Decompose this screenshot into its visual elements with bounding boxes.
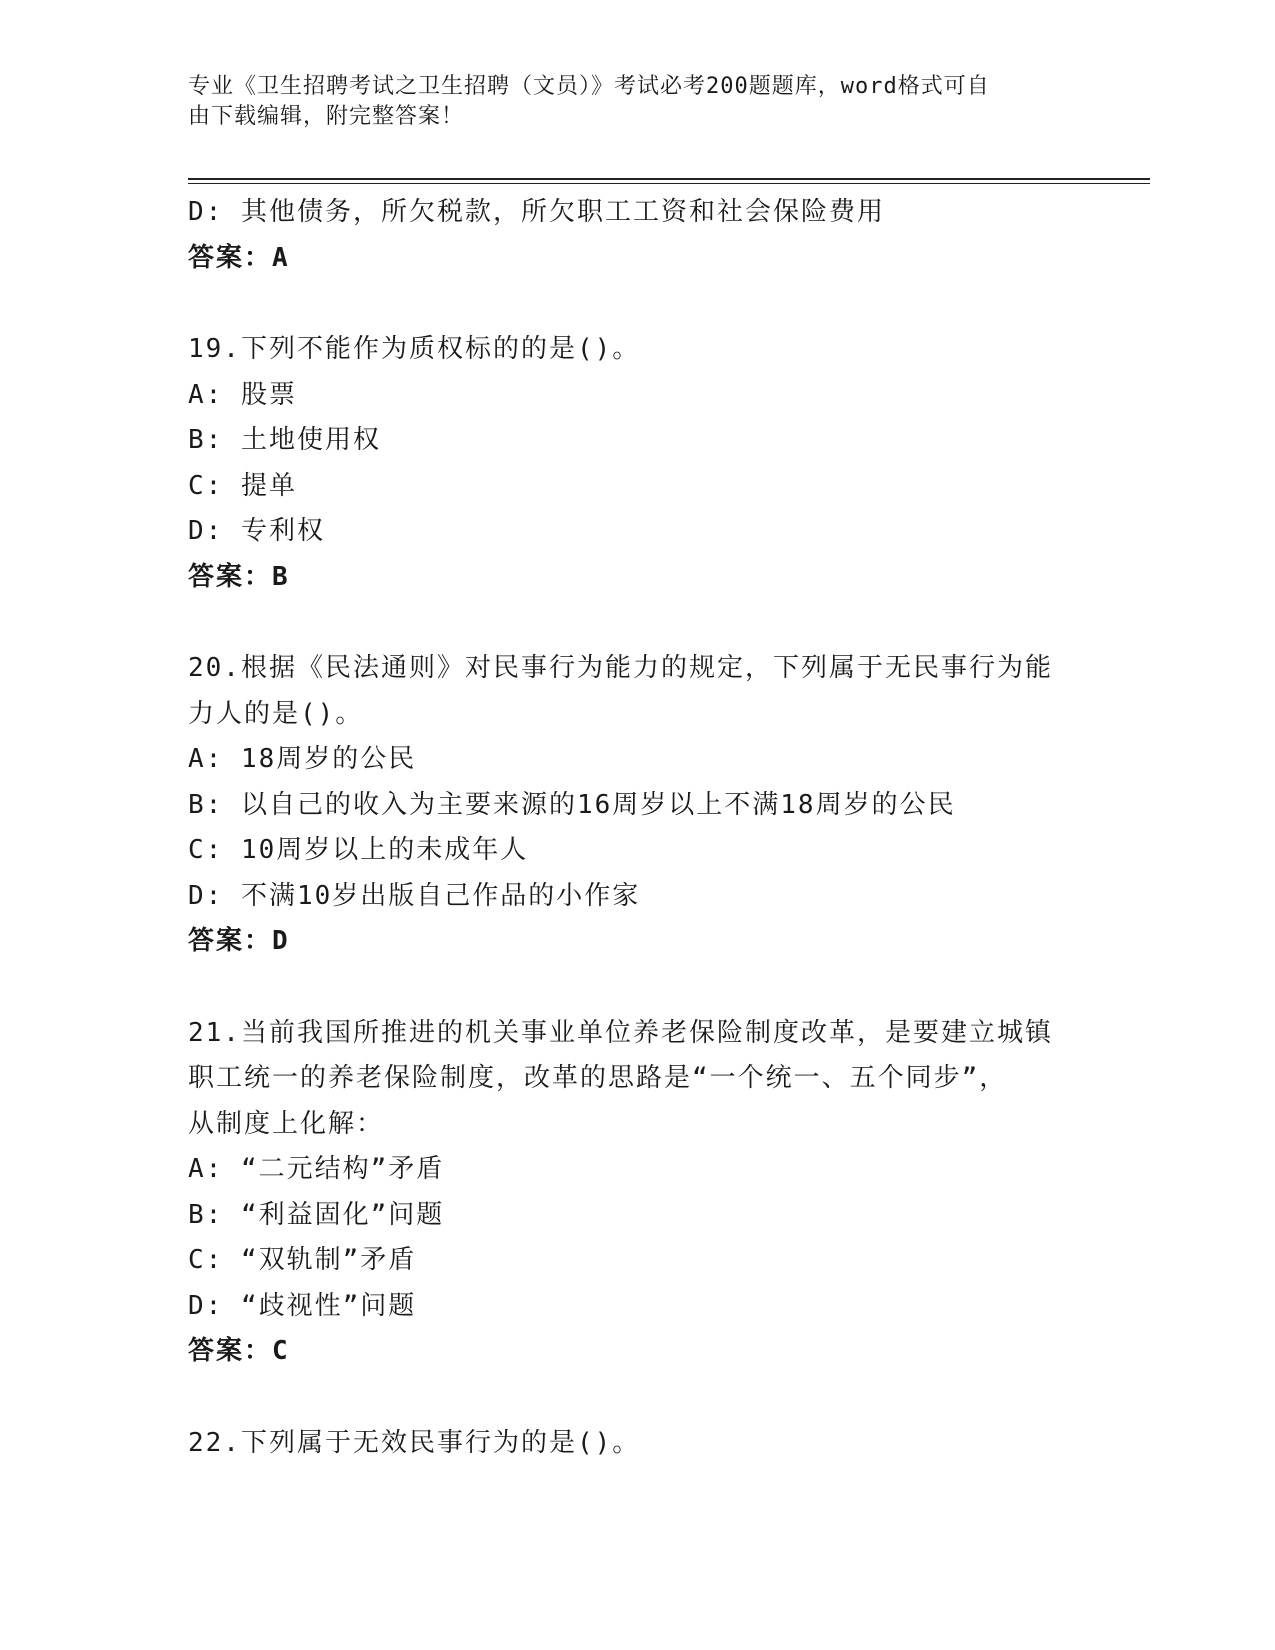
answer-label: 答案：C [188,1336,290,1366]
question-block-19 [188,327,1088,600]
option-a: A: 18周岁的公民 [188,744,417,774]
question-stem-line-2: 力人的是()。 [188,698,364,729]
option-c: C: “双轨制”矛盾 [188,1245,417,1275]
question-block-18 [188,190,1088,281]
option-a: A: 股票 [188,379,297,410]
option-a: A: “二元结构”矛盾 [188,1154,445,1184]
question-stem-line-3: 从制度上化解： [188,1108,385,1139]
header-divider-thick [188,178,1150,180]
answer-label: 答案：B [188,561,290,592]
option-b: B: “利益固化”问题 [188,1199,445,1230]
header-line-2: 由下载编辑，附完整答案！ [188,104,465,129]
option-d: D: 专利权 [188,516,325,546]
question-stem-line-2: 职工统一的养老保险制度，改革的思路是“一个统一、五个同步”， [188,1063,1008,1093]
question-block-20 [188,646,1088,965]
option-b: B: 土地使用权 [188,425,381,455]
question-stem: 22.下列属于无效民事行为的是()。 [188,1427,641,1458]
question-stem-line-1: 21.当前我国所推进的机关事业单位养老保险制度改革，是要建立城镇 [188,1017,1053,1048]
question-stem-line-1: 20.根据《民法通则》对民事行为能力的规定，下列属于无民事行为能 [188,653,1053,683]
question-list [188,190,1088,1466]
option-d: D: 不满10岁出版自己作品的小作家 [188,880,641,911]
option-c: C: 10周岁以上的未成年人 [188,835,529,865]
header-line-1: 专业《卫生招聘考试之卫生招聘（文员）》考试必考200题题库，word格式可自 [188,74,990,99]
option-c: C: 提单 [188,470,297,501]
question-block-22 [188,1421,1088,1467]
question-stem: 19.下列不能作为质权标的的是()。 [188,334,641,364]
document-header [188,72,1068,132]
option-d: D: 其他债务，所欠税款，所欠职工工资和社会保险费用 [188,197,885,227]
option-b: B: 以自己的收入为主要来源的16周岁以上不满18周岁的公民 [188,789,956,820]
answer-label: 答案：D [188,926,290,956]
option-d: D: “歧视性”问题 [188,1290,417,1321]
answer-label: 答案：A [188,242,290,273]
header-divider-thin [188,183,1150,184]
question-block-21 [188,1011,1088,1375]
